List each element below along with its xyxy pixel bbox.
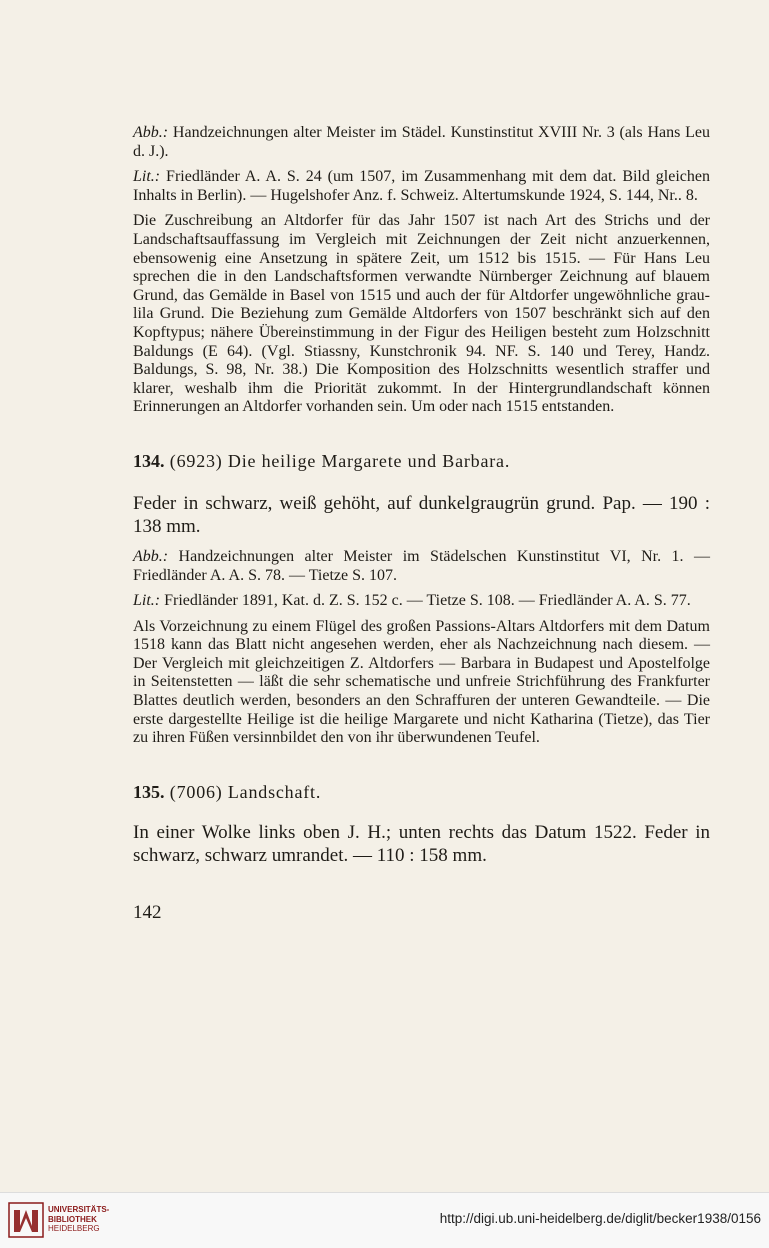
abb-label: Abb.:: [133, 547, 169, 565]
lit-text: Friedländer 1891, Kat. d. Z. S. 152 c. — Tietze S. 108. — Friedländer A. A. S. 77.: [160, 592, 691, 610]
commentary-133: Die Zuschreibung an Altdorfer für das Jahr 1507 ist nach Art des Strichs und der Landschaftsauffassung im Vergleich mit Zeichnungen der Zeit nicht anzuerkennen, ebensowenig eine Ansetzung in spätere Zeit, um 1512 bis 1515. — Für Hans Leu sprechen die in den Landschaftsformen verwandte Nürnberger Zeichnung auf blauem Grund, das Gemälde in Basel von 1515 und auch der für Altdorfer ungewöhnliche grau-lila Grund. Die Beziehung zum Gemälde Altdorfers von 1507 beschränkt sich auf den Kopftypus; nähere Übereinstimmung in der Figur des Heiligen besteht zum Holzschnitt Baldungs (E 64). (Vgl. Stiassny, Kunstchronik 94. NF. S. 140 und Terey, Handz. Baldungs, S. 98, Nr. 38.) Die Komposition des Holzschnitts wesentlich straffer und klarer, weshalb ihm die Priorität zukommt. In der Hintergrundlandschaft können Erinnerungen an Altdorfer vorhanden sein. Um oder nach 1515 entstanden.: [133, 212, 710, 416]
entry-title: Die heilige Margarete und Barbara.: [227, 450, 511, 471]
commentary-134: Als Vorzeichnung zu einem Flügel des großen Passions-Altars Altdorfers mit dem Datum 1518 kann das Blatt nicht angesehen werden, eher als Nachzeichnung nach diesem. — Der Vergleich mit gleichzeitigen Z. Altdorfers — Barbara in Budapest und Apostelfolge in Seitenstetten — läßt die sehr schematische und unfreie Strichführung des Frankfurter Blattes deutlich werden, besonders an den Schraffuren der unteren Gewandteile. — Die erste dargestellte Heilige ist die heilige Margarete und nicht Katharina (Tietze), das Tier zu ihren Füßen versinnbildet den von ihr überwundenen Teufel.: [133, 617, 710, 747]
abb-text: Handzeichnungen alter Meister im Städel. Kunstinstitut XVIII Nr. 3 (als Hans Leu d. J.).: [133, 124, 710, 160]
library-name-line1: UNIVERSITÄTS-: [48, 1205, 110, 1214]
abb-text: Handzeichnungen alter Meister im Städelschen Kunstinstitut VI, Nr. 1. — Friedländer A. A. S. 78. — Tietze S. 107.: [133, 547, 710, 584]
entry-number: 135.: [133, 781, 165, 802]
page-number: 142: [133, 901, 162, 923]
entry-number: 134.: [133, 450, 165, 471]
library-name: [48, 1205, 109, 1234]
page-content: [133, 124, 710, 924]
description-134: Feder in schwarz, weiß gehöht, auf dunkelgraugrün grund. Pap. — 190 : 138 mm.: [133, 492, 710, 538]
inventory-number: (6923): [164, 450, 228, 471]
lit-reference-134: [133, 592, 710, 611]
source-url-link[interactable]: http://digi.ub.uni-heidelberg.de/diglit/becker1938/0156: [439, 1211, 761, 1226]
lit-reference-133: [133, 168, 710, 205]
library-footer: [0, 1192, 769, 1248]
library-logo-icon[interactable]: [8, 1202, 44, 1238]
entry-heading-134: [133, 450, 710, 472]
entry-title: Landschaft.: [227, 781, 322, 802]
entry-heading-135: [133, 781, 710, 803]
lit-text: Friedländer A. A. S. 24 (um 1507, im Zusammenhang mit dem dat. Bild gleichen Inhalts in Berlin). — Hugelshofer Anz. f. Schweiz. Altertumskunde 1924, S. 144, Nr.. 8.: [133, 168, 710, 204]
description-135: In einer Wolke links oben J. H.; unten rechts das Datum 1522. Feder in schwarz, schwarz umrandet. — 110 : 158 mm.: [133, 821, 710, 867]
inventory-number: (7006): [164, 781, 228, 802]
abb-label: Abb.:: [133, 124, 169, 141]
library-name-line3: HEIDELBERG: [48, 1224, 100, 1233]
lit-label: Lit.:: [133, 168, 161, 186]
abb-reference-134: [133, 548, 710, 585]
library-name-line2: BIBLIOTHEK: [48, 1214, 97, 1224]
lit-label: Lit.:: [133, 592, 161, 610]
abb-reference-133: [133, 124, 710, 161]
